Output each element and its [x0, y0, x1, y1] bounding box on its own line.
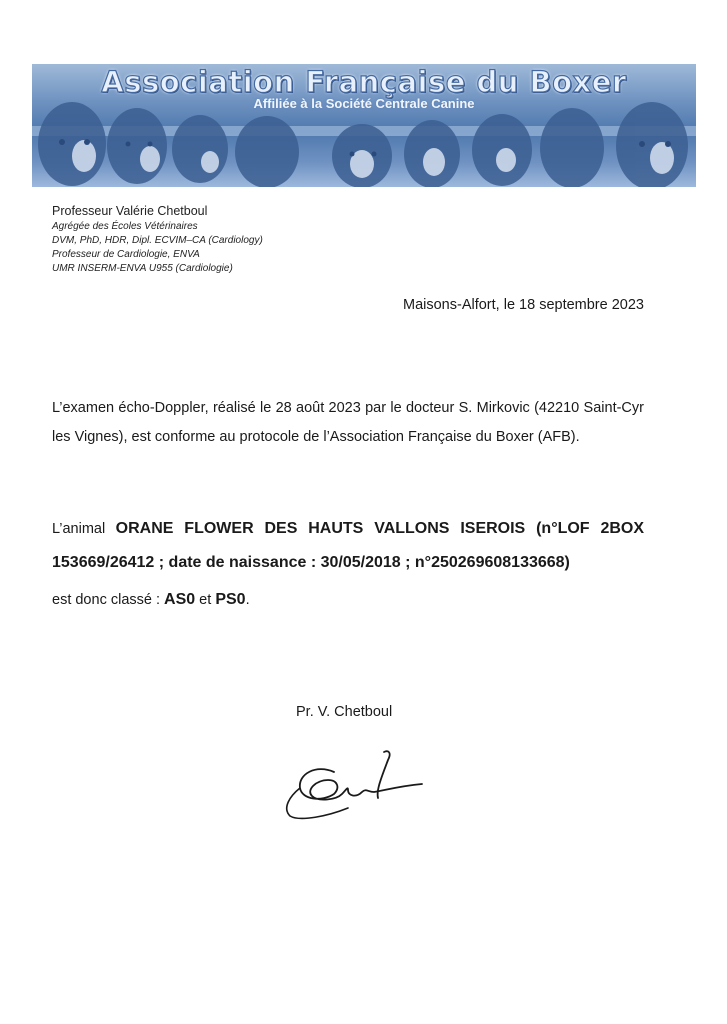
author-credential: Professeur de Cardiologie, ENVA [52, 249, 200, 260]
exam-paragraph: L’examen écho-Doppler, réalisé le 28 août 2023 par le docteur S. Mirkovic (42210 Saint-Cyr les Vignes), est conforme au protocole de l’Association Française du Boxer (AFB). [52, 400, 644, 445]
grade-as: AS0 [164, 591, 196, 608]
animal-identity: ORANE FLOWER DES HAUTS VALLONS ISEROIS (n°LOF 2BOX 153669/26412 ; date de naissance : 30/05/2018 ; n°250269608133668) [52, 520, 645, 571]
animal-paragraph [52, 512, 644, 580]
author-credential: Agrégée des Écoles Vétérinaires [52, 221, 198, 232]
signatory-name: Pr. V. Chetboul [296, 704, 393, 720]
classification-paragraph [52, 586, 644, 615]
author-block [52, 203, 263, 276]
classification-prefix: est donc classé : [52, 592, 165, 608]
banner-title: Association Française du Boxer [101, 65, 627, 99]
grade-ps: PS0 [215, 591, 246, 608]
handwritten-signature [276, 746, 436, 826]
banner-subtitle: Affiliée à la Société Centrale Canine [253, 96, 475, 111]
classification-suffix: . [245, 592, 250, 608]
author-credential: UMR INSERM-ENVA U955 (Cardiologie) [52, 263, 233, 274]
header-banner [32, 64, 696, 187]
classification-conj: et [195, 592, 216, 608]
author-credential: DVM, PhD, HDR, Dipl. ECVIM–CA (Cardiology) [52, 235, 263, 246]
animal-prefix: L’animal [52, 521, 116, 537]
dateline: Maisons-Alfort, le 18 septembre 2023 [403, 297, 644, 313]
author-name: Professeur Valérie Chetboul [52, 204, 208, 218]
